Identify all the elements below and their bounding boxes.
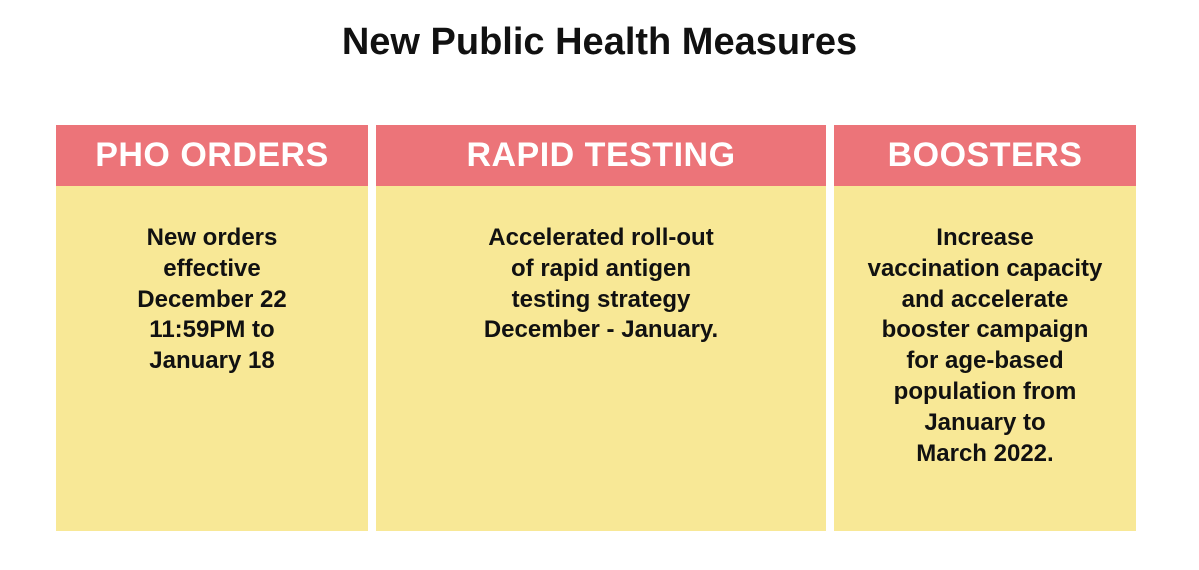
- body-line: December - January.: [483, 316, 719, 344]
- column-rapid-testing: [376, 125, 826, 531]
- column-header-rapid-testing: RAPID TESTING: [376, 125, 826, 186]
- column-header-pho-orders: PHO ORDERS: [56, 125, 368, 186]
- column-boosters: [834, 125, 1136, 531]
- body-line: January 18: [149, 347, 275, 375]
- body-line: vaccination capacity: [867, 254, 1103, 282]
- column-pho-orders: [56, 125, 368, 531]
- body-line: effective: [163, 254, 261, 282]
- column-body-boosters: [834, 186, 1136, 469]
- body-line: testing strategy: [511, 285, 691, 313]
- body-line: of rapid antigen: [511, 254, 691, 282]
- column-body-pho-orders: [56, 186, 368, 377]
- body-line: January to: [924, 408, 1046, 436]
- body-line: New orders: [146, 224, 278, 251]
- body-line: Accelerated roll-out: [488, 224, 714, 251]
- body-line: for age-based: [906, 347, 1064, 375]
- column-body-rapid-testing: [376, 186, 826, 346]
- column-header-boosters: BOOSTERS: [834, 125, 1136, 186]
- body-line: booster campaign: [881, 316, 1089, 344]
- body-line: Increase: [936, 224, 1034, 251]
- measures-columns: [56, 125, 1136, 531]
- body-line: December 22: [137, 285, 287, 313]
- page-title: New Public Health Measures: [341, 21, 858, 63]
- body-line: March 2022.: [916, 439, 1054, 467]
- body-line: population from: [893, 377, 1077, 405]
- body-line: 11:59PM to: [149, 316, 275, 344]
- body-line: and accelerate: [901, 285, 1069, 313]
